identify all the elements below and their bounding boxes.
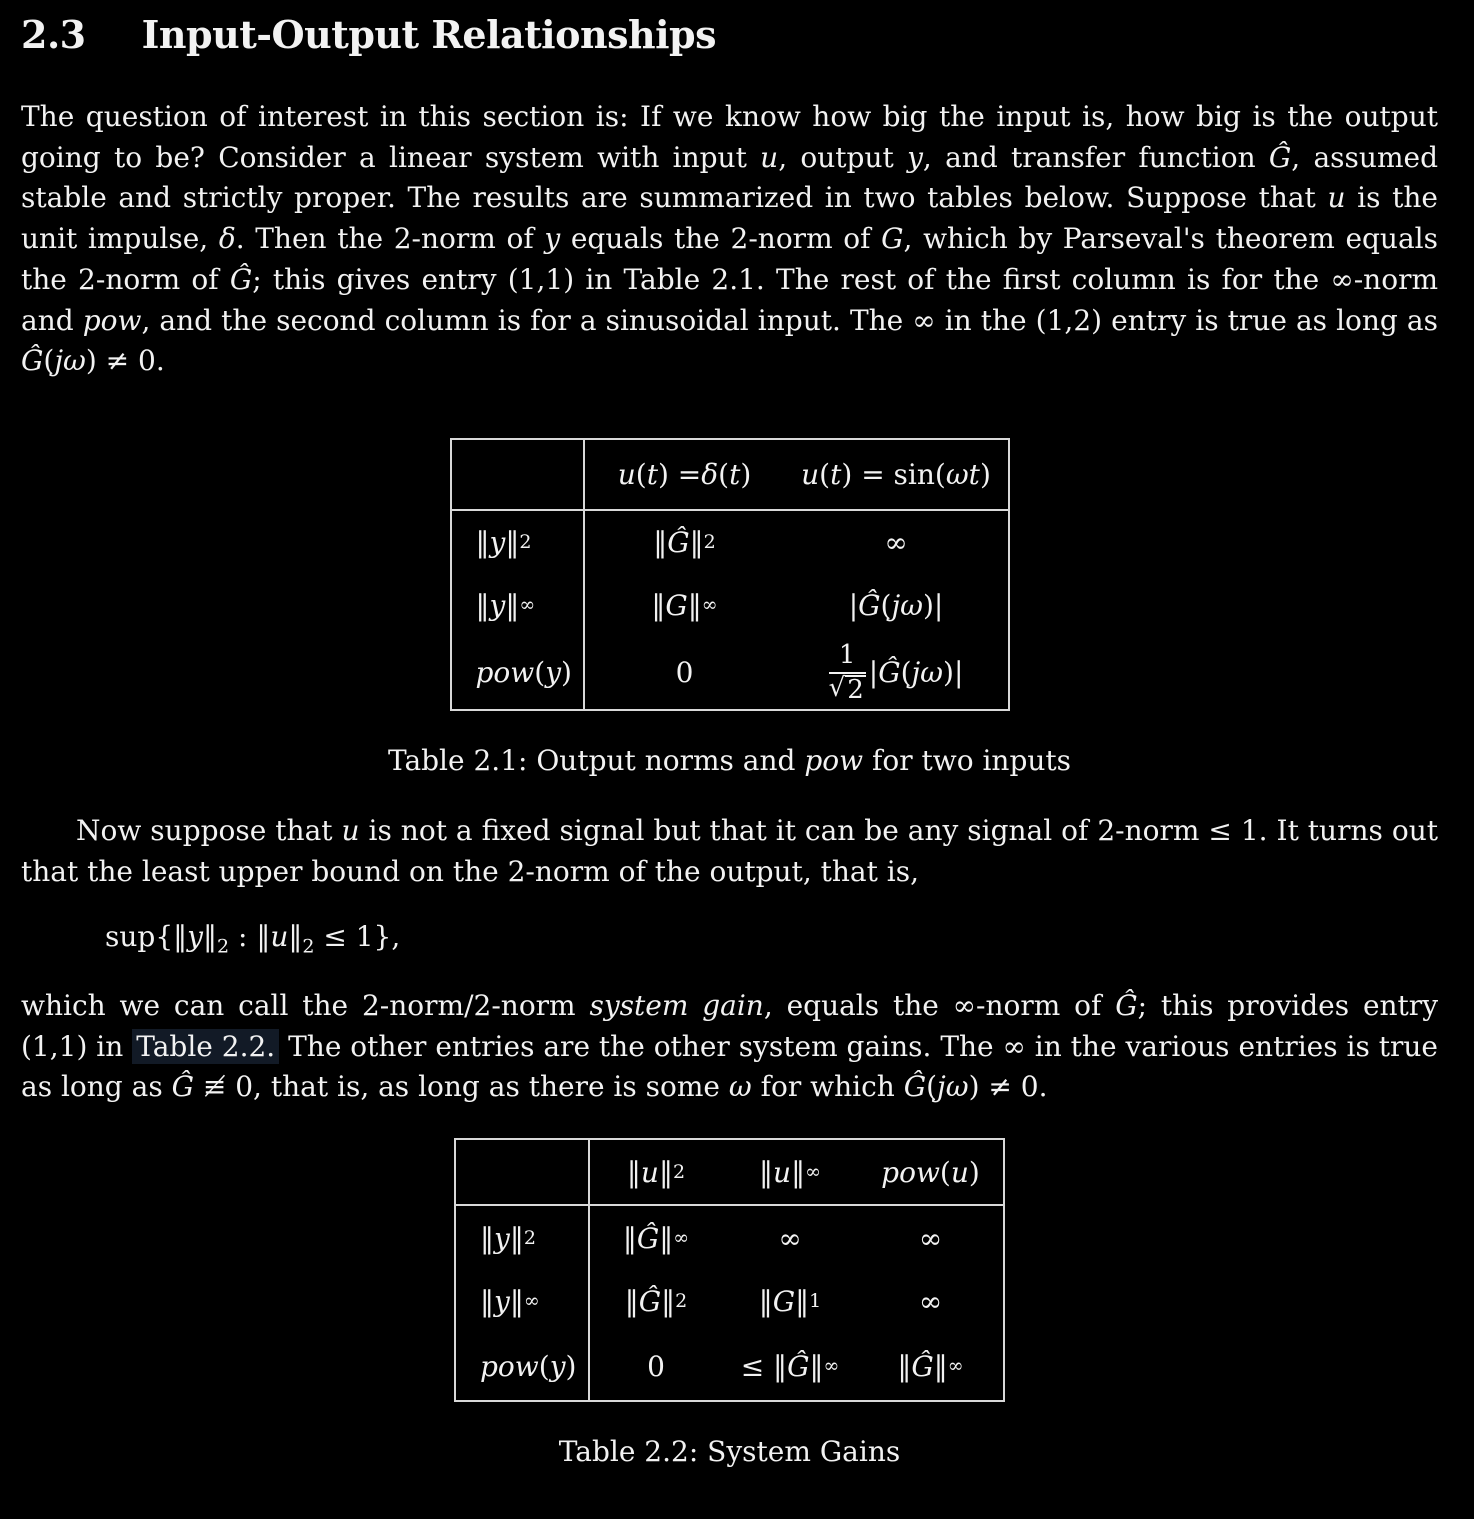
table-2-2-col-header: ‖ u ‖ ∞: [722, 1140, 858, 1206]
table-2-1-row-label: pow ( y ): [452, 637, 585, 709]
paragraph-system-gain: which we can call the 2-norm/2-norm system gain, equals the ∞-norm of Ĝ; this provides entry (1,1) in Table 2.2. The other entries are the other system gains. The ∞ in the various entries is true as long as Ĝ ≢ 0, that is, as long as there is some ω for which Ĝ(jω) ≠ 0.: [21, 988, 1439, 1104]
table-2-2-caption: Table 2.2: System Gains: [558, 1435, 901, 1469]
equation-sup-norm: $sup\{‖y‖_2$ : $‖u‖_2 \le 1$},: [105, 920, 401, 958]
table-2-1-cell-fraction: [785, 637, 1008, 709]
fraction: [828, 639, 866, 705]
table-2-1-cell: ‖ Ĝ ‖ 2: [653, 525, 716, 559]
table-2-1-row-label: ‖ y ‖ 2: [452, 511, 585, 574]
table-2-2: [454, 1138, 1005, 1402]
fraction-denominator: [829, 672, 866, 704]
fraction-numerator: 1: [838, 639, 856, 670]
table-2-2-cell: ≤ ‖ Ĝ ‖ ∞: [740, 1349, 840, 1383]
table-2-2-row-label: ‖ y ‖ ∞: [456, 1270, 590, 1332]
table-2-2-col-header: pow ( u ): [858, 1140, 1003, 1206]
table-2-2-cell: ∞: [778, 1221, 802, 1255]
fraction-rest: |Ĝ(jω)|: [868, 656, 964, 690]
table-2-1-col-header: u ( t ) = sin( ωt ): [785, 440, 1008, 511]
table-2-2-row-label: pow ( y ): [456, 1332, 590, 1400]
radicand: 2: [847, 674, 864, 705]
table-2-2-cell: ‖ Ĝ ‖ ∞: [622, 1221, 690, 1255]
table-2-2-cell: ‖ Ĝ ‖ 2: [624, 1284, 688, 1318]
section-number: 2.3: [21, 12, 86, 57]
table-2-1-cell: | Ĝ ( jω )|: [848, 588, 944, 622]
table-2-1-col-header: u ( t ) = δ ( t ): [585, 440, 785, 511]
table-2-1-cell: ∞: [884, 525, 908, 559]
table-2-1-caption: Table 2.1: Output norms and pow for two inputs: [387, 743, 1072, 777]
table-2-2-row-label: ‖ y ‖ 2: [456, 1206, 590, 1270]
paragraph-intro: The question of interest in this section is: If we know how big the input is, how big is the output going to be? Consider a linear system with input u, output y, and transfer function Ĝ, assumed stable and strictly proper. The results are summarized in two tables below. Suppose that u is the unit impulse, δ. Then the 2-norm of y equals the 2-norm of G, which by Parseval's theorem equals the 2-norm of Ĝ; this gives entry (1,1) in Table 2.1. The rest of the first column is for the ∞-norm and pow, and the second column is for a sinusoidal input. The ∞ in the (1,2) entry is true as long as Ĝ(jω) ≠ 0.: [21, 100, 1438, 378]
radical-sign: √: [828, 672, 846, 703]
section-title: Input-Output Relationships: [141, 12, 717, 57]
table-2-1-cell: ‖ G ‖ ∞: [651, 588, 718, 622]
table-2-1-cell: 0: [675, 656, 694, 690]
table-2-2-cell: ‖ G ‖ 1: [758, 1284, 822, 1318]
table-2-1-corner-cell: [452, 440, 585, 511]
table-2-2-cell: ∞: [918, 1284, 943, 1318]
table-2-2-cell: ‖ Ĝ ‖ ∞: [897, 1349, 964, 1383]
table-2-1-row-label: ‖ y ‖ ∞: [452, 574, 585, 637]
table-2-2-cell: ∞: [918, 1221, 943, 1255]
table-2-2-cell: 0: [647, 1349, 665, 1383]
section-heading: [21, 12, 1438, 57]
table-2-2-col-header: ‖ u ‖ 2: [590, 1140, 722, 1206]
page-content: [0, 12, 1474, 1468]
paragraph-suppose: Now suppose that u is not a fixed signal but that it can be any signal of 2-norm ≤ 1. It turns out that the least upper bound on the 2-norm of the output, that is,: [21, 813, 1438, 888]
table-2-2-corner-cell: [456, 1140, 590, 1206]
table-2-1: [450, 438, 1010, 711]
